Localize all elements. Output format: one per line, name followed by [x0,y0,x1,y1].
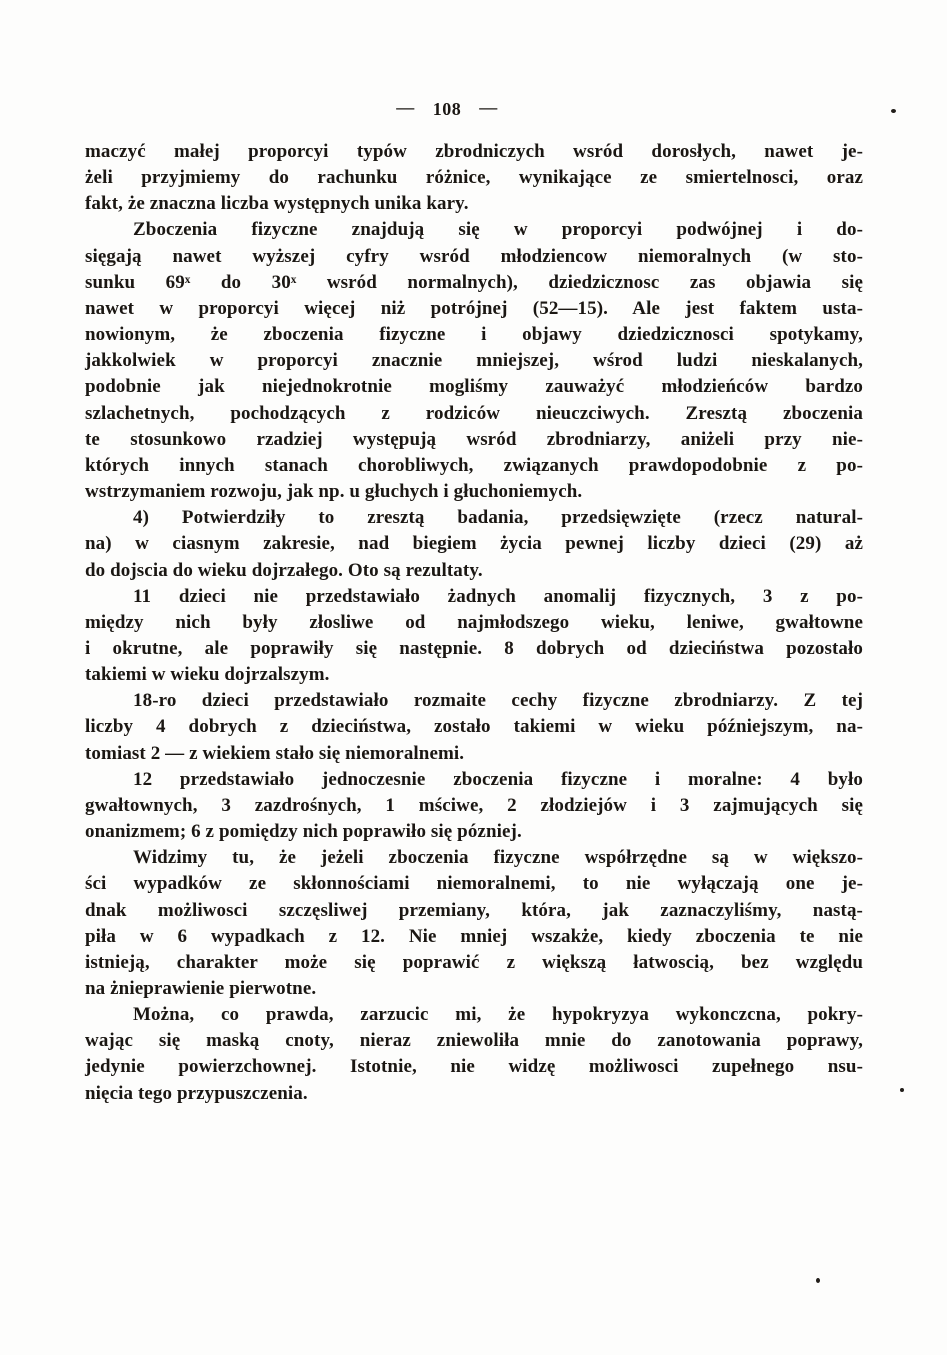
page-body-text [85,139,863,1107]
paragraph [85,1002,863,1107]
text-line: jedynie powierzchownej. Istotnie, nie widzę możliwosci zupełnego nsu- [85,1056,863,1078]
scan-speck [891,109,896,113]
paragraph [85,767,863,845]
text-line: wając się maską cnoty, nieraz zniewoliła mnie do zanotowania poprawy, [85,1030,863,1052]
text-line: nowionym, że zboczenia fizyczne i objawy dziedzicznosci spotykamy, [85,324,863,346]
text-line: szlachetnych, pochodzących z rodziców nieuczciwych. Zresztą zboczenia [85,402,863,424]
text-line: dnak możliwosci szczęsliwej przemiany, która, jak zaznaczyliśmy, nastą- [85,899,863,921]
page-number [0,99,894,120]
text-line: nawet w proporcyi więcej niż potrójnej (52—15). Ale jest faktem usta- [85,297,863,319]
text-line: do dojscia do wieku dojrzałego. Oto są rezultaty. [85,559,483,581]
text-line: których innych stanach chorobliwych, związanych prawdopodobnie z po- [85,454,863,476]
text-line: nięcia tego przypuszczenia. [85,1082,308,1104]
text-line: jakkolwiek w proporcyi znacznie mniejszej, wśrod ludzi nieskalanych, [85,350,863,372]
text-line: sięgają nawet wyższej cyfry wsród młodziencow niemoralnych (w sto- [85,245,863,267]
text-line: Można, co prawda, zarzucic mi, że hypokryzya wykonczcna, pokry- [133,1004,863,1026]
text-line: fakt, że znaczna liczba występnych unika kary. [85,193,469,215]
scan-speck [816,1278,820,1283]
paragraph [85,505,863,583]
scan-speck [900,1088,904,1092]
text-line: wstrzymaniem rozwoju, jak np. u głuchych i głuchoniemych. [85,481,583,503]
text-line: na) w ciasnym zakresie, nad biegiem życia pewnej liczby dzieci (29) aż [85,533,863,555]
text-line: i okrutne, ale poprawiły się następnie. 8 dobrych od dzieciństwa pozostało [85,637,863,659]
paragraph [85,217,863,505]
text-line: onanizmem; 6 z pomiędzy nich poprawiło się pózniej. [85,821,522,843]
page-number-dash-right: — [479,97,498,117]
text-line: 4) Potwierdziły to zresztą badania, przedsięwzięte (rzecz natural- [133,507,863,529]
text-line: ści wypadków ze skłonnościami niemoralnemi, to nie wyłączają one je- [85,873,863,895]
text-line: na żnieprawienie pierwotne. [85,978,317,999]
text-line: maczyć małej proporcyi typów zbrodniczych wsród dorosłych, nawet je- [85,141,863,162]
text-line: między nich były złosliwe od najmłodszego wieku, leniwe, gwałtowne [85,611,863,633]
text-line: sunku 69ˣ do 30ˣ wsród normalnych), dziedzicznosc zas objawia się [85,271,863,293]
text-line: 11 dzieci nie przedstawiało żadnych anomalij fizycznych, 3 z po- [133,585,863,607]
text-line: 12 przedstawiało jednoczesnie zboczenia fizyczne i moralne: 4 było [133,768,863,790]
text-line: żeli przyjmiemy do rachunku różnice, wynikające ze smiertelnosci, oraz [85,167,863,189]
text-line: podobnie jak niejednokrotnie mogliśmy zauważyć młodzieńców bardzo [85,376,863,398]
text-line: Zboczenia fizyczne znajdują się w proporcyi podwójnej i do- [133,219,863,241]
text-line: Widzimy tu, że jeżeli zboczenia fizyczne współrzędne są w większo- [133,847,863,869]
text-line: liczby 4 dobrych z dzieciństwa, zostało takiemi w wieku późniejszym, na- [85,716,863,738]
text-line: tomiast 2 — z wiekiem stało się niemoralnemi. [85,742,465,764]
paragraph [85,584,863,689]
text-line: te stosunkowo rzadziej występują wsród zbrodniarzy, aniżeli przy nie- [85,428,863,450]
paragraph [85,139,863,217]
text-line: 18-ro dzieci przedstawiało rozmaite cechy fizyczne zbrodniarzy. Z tej [133,690,863,712]
page-number-value: 108 [432,99,462,119]
text-line: piła w 6 wypadkach z 12. Nie mniej wszakże, kiedy zboczenia te nie [85,925,863,947]
page-number-dash-left: — [396,97,415,117]
text-line: istnieją, charakter może się poprawić z większą łatwoscią, bez względu [85,951,863,973]
paragraph [85,688,863,766]
paragraph [85,845,863,1002]
text-line: takiemi w wieku dojrzalszym. [85,664,330,686]
text-line: gwałtownych, 3 zazdrośnych, 1 mściwe, 2 złodziejów i 3 zajmujących się [85,794,863,816]
